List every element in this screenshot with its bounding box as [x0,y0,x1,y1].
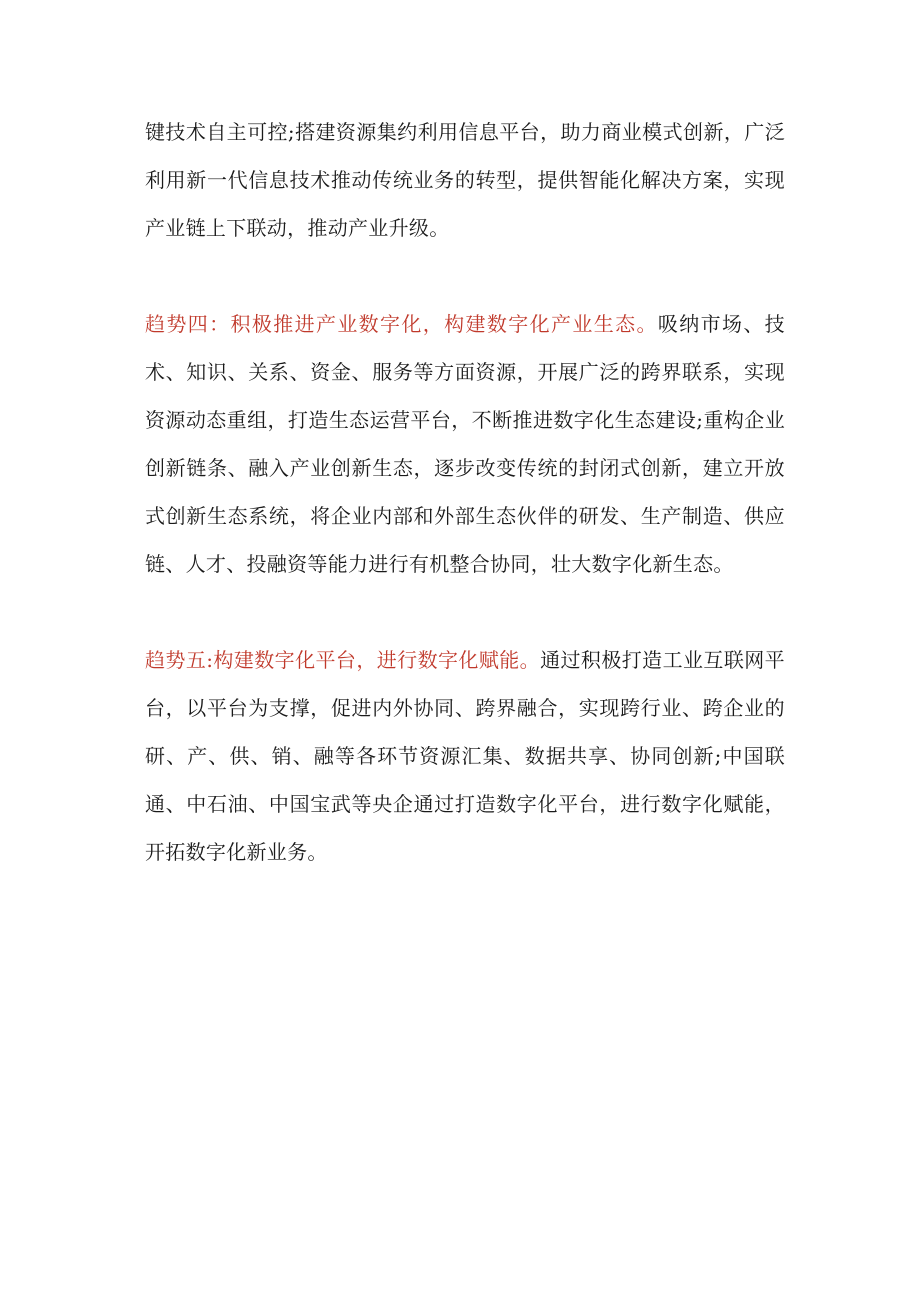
paragraph-body: 通过积极打造工业互联网平台，以平台为支撑，促进内外协同、跨界融合，实现跨行业、跨企业的研、产、供、销、融等各环节资源汇集、数据共享、协同创新;中国联通、中石油、中国宝武等央企通过打造数字化平台，进行数字化赋能，开拓数字化新业务。 [145,648,785,864]
paragraph-body: 吸纳市场、技术、知识、关系、资金、服务等方面资源，开展广泛的跨界联系，实现资源动态重组，打造生态运营平台，不断推进数字化生态建设;重构企业创新链条、融入产业创新生态，逐步改变传统的封闭式创新，建立开放式创新生态系统，将企业内部和外部生态伙伴的研发、生产制造、供应链、人才、投融资等能力进行有机整合协同，壮大数字化新生态。 [145,312,785,576]
trend-five-heading: 趋势五:构建数字化平台，进行数字化赋能。 [145,648,541,672]
paragraph-body: 键技术自主可控;搭建资源集约利用信息平台，助力商业模式创新，广泛利用新一代信息技术推动传统业务的转型，提供智能化解决方案，实现产业链上下联动，推动产业升级。 [145,120,785,240]
document-page [145,108,785,876]
paragraph-trend-five [145,636,785,876]
paragraph-platform-innovation [145,108,785,252]
trend-four-heading: 趋势四：积极推进产业数字化，构建数字化产业生态。 [145,312,658,336]
paragraph-trend-four [145,300,785,588]
